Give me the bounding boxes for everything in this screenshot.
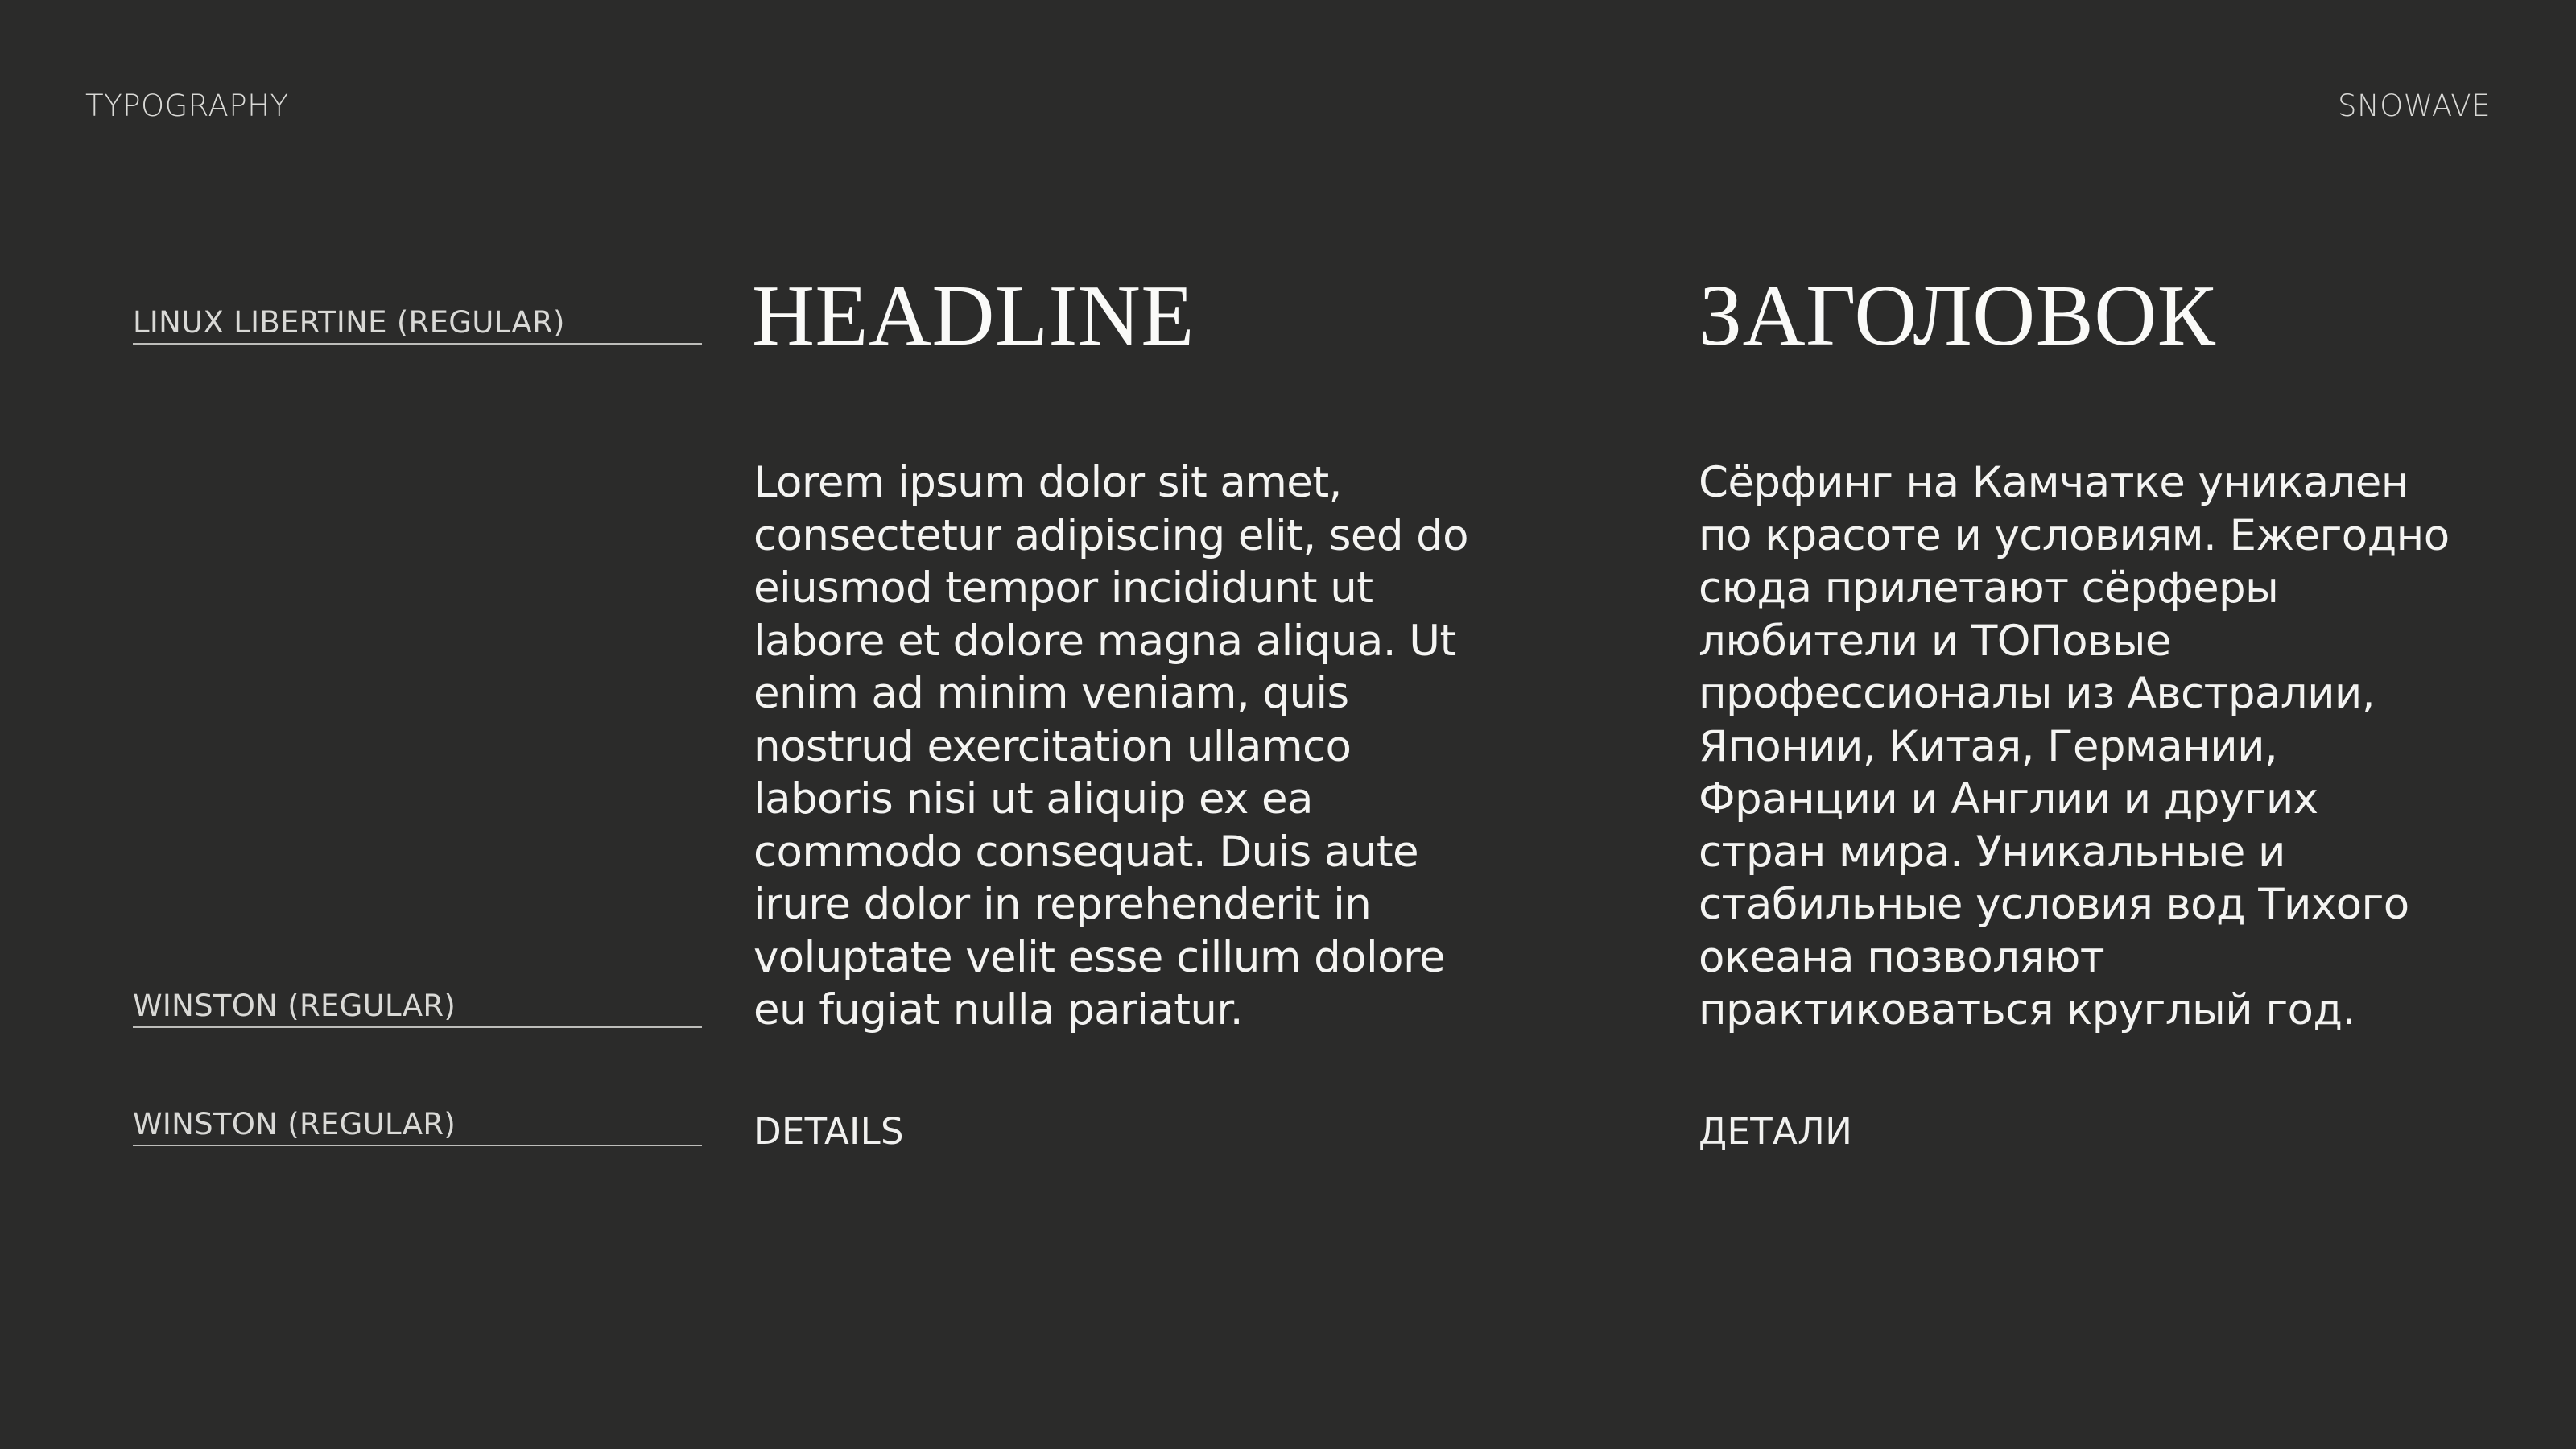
details-label-english: DETAILS — [753, 1110, 904, 1153]
section-title: TYPOGRAPHY — [85, 89, 289, 123]
details-font-spec: WINSTON (REGULAR) — [133, 1107, 702, 1146]
details-label-russian: ДЕТАЛИ — [1699, 1110, 1853, 1153]
body-text-russian: Сёрфинг на Камчатке уникален по красоте и условиям. Ежегодно сюда прилетают сёрферы любители и ТОПовые профессионалы из Австралии, Японии, Китая, Германии, Франции и Англии и других стран мира. Уникальные и стабильные условия вод Тихого океана позволяют практиковаться круглый год. — [1699, 458, 2450, 1034]
brand-name: SNOWAVE — [2338, 89, 2491, 123]
headline-font-spec: LINUX LIBERTINE (REGULAR) — [133, 305, 702, 345]
headline-english: HEADLINE — [752, 268, 1195, 364]
body-font-spec: WINSTON (REGULAR) — [133, 989, 702, 1028]
headline-russian: ЗАГОЛОВОК — [1699, 268, 2216, 364]
body-text-english: Lorem ipsum dolor sit amet, consectetur adipiscing elit, sed do eiusmod tempor incididunt ut labore et dolore magna aliqua. Ut enim ad minim veniam, quis nostrud exercitation ullamco laboris nisi ut aliquip ex ea commodo consequat. Duis aute irure dolor in reprehenderit in voluptate velit esse cillum dolore eu fugiat nulla pariatur. — [753, 458, 1468, 1034]
